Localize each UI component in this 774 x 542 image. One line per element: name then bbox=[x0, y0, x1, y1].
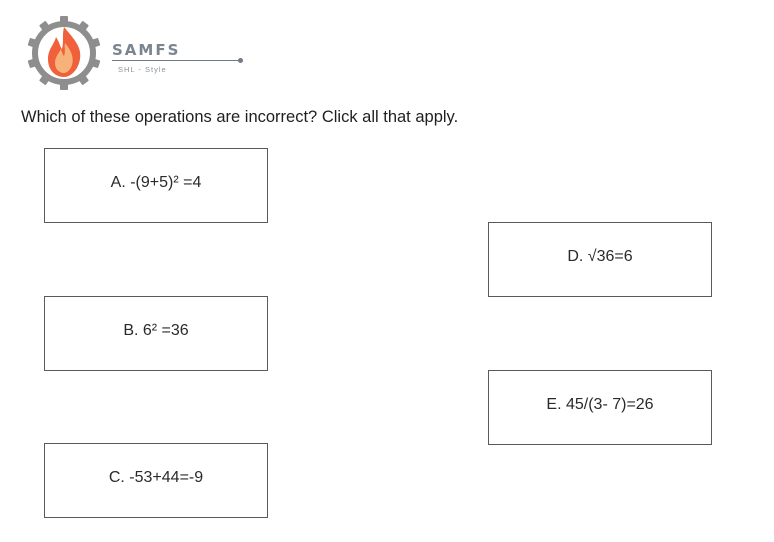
samfs-logo bbox=[26, 15, 256, 85]
logo-divider-dot bbox=[238, 58, 243, 63]
logo-tagline: SHL - Style bbox=[118, 65, 167, 74]
option-a-button[interactable]: A. -(9+5)² =4 bbox=[44, 148, 268, 223]
option-b-button[interactable]: B. 6² =36 bbox=[44, 296, 268, 371]
question-text: Which of these operations are incorrect? Click all that apply. bbox=[21, 108, 459, 126]
option-e-button[interactable]: E. 45/(3- 7)=26 bbox=[488, 370, 712, 445]
option-d-button[interactable]: D. √36=6 bbox=[488, 222, 712, 297]
logo-name: SAMFS bbox=[112, 41, 181, 59]
logo-divider bbox=[112, 60, 240, 61]
option-c-button[interactable]: C. -53+44=-9 bbox=[44, 443, 268, 518]
gear-flame-icon bbox=[26, 15, 102, 91]
